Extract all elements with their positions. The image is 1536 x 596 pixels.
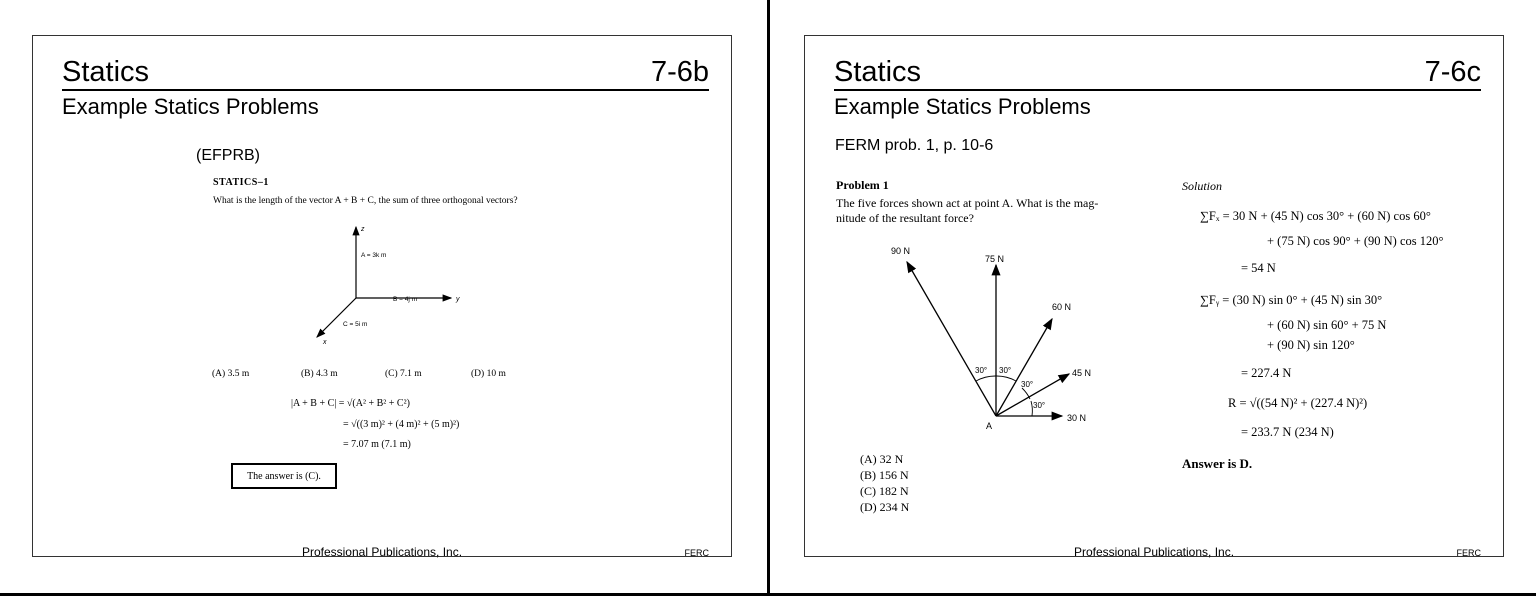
solution-line-6: + (90 N) sin 120° — [1267, 338, 1355, 352]
problem-source: (EFPRB) — [196, 147, 260, 164]
solution-line-3: = 7.07 m (7.1 m) — [343, 439, 411, 450]
angle-label-3: 30° — [1021, 380, 1034, 389]
slide-footer-code: FERC — [1456, 548, 1481, 558]
problem-heading: STATICS–1 — [213, 177, 269, 188]
choice-b: (B) 4.3 m — [301, 369, 338, 379]
solution-line-1: |A + B + C| = √(A² + B² + C²) — [291, 398, 410, 409]
force-30-label: 30 N — [1067, 413, 1087, 423]
answer-text: Answer is D. — [1182, 456, 1253, 471]
angle-arc-2 — [996, 376, 1016, 381]
solution-line-7: = 227.4 N — [1241, 366, 1292, 380]
solution-line-3: = 54 N — [1241, 261, 1276, 275]
force-90-arrow — [907, 262, 996, 416]
solution-line-8: R = √((54 N)² + (227.4 N)²) — [1228, 396, 1368, 410]
solution-line-4: ∑Fᵧ = (30 N) sin 0° + (45 N) sin 30° — [1200, 293, 1383, 307]
choice-a: (A) 3.5 m — [212, 369, 250, 379]
solution-line-1: ∑Fₓ = 30 N + (45 N) cos 30° + (60 N) cos 60° — [1200, 209, 1431, 223]
angle-arc-1 — [976, 376, 996, 381]
choice-b: (B) 156 N — [860, 468, 909, 482]
problem-source: FERM prob. 1, p. 10-6 — [835, 137, 994, 154]
solution-line-2: = √((3 m)² + (4 m)² + (5 m)²) — [343, 419, 460, 430]
force-45-label: 45 N — [1072, 368, 1092, 378]
slide-number: 7-6b — [650, 56, 709, 88]
x-axis-label: x — [323, 339, 327, 346]
solution-line-5: + (60 N) sin 60° + 75 N — [1267, 318, 1387, 332]
title-rule — [834, 89, 1481, 91]
choice-d: (D) 234 N — [860, 500, 910, 514]
vector-c-label: C = 5i m — [343, 321, 368, 328]
slide-7-6c — [804, 35, 1504, 557]
vector-diagram — [303, 219, 483, 349]
vector-b-label: B = 4j m — [393, 296, 418, 303]
choice-c: (C) 7.1 m — [385, 369, 422, 379]
choice-a: (A) 32 N — [860, 452, 904, 466]
choice-c: (C) 182 N — [860, 484, 909, 498]
z-axis-label: z — [361, 226, 365, 233]
slide-footer: Professional Publications, Inc. — [301, 545, 463, 559]
slide-7-6b — [32, 35, 732, 557]
angle-label-1: 30° — [975, 366, 988, 375]
y-axis-label: y — [456, 296, 460, 303]
angle-label-2: 30° — [999, 366, 1012, 375]
problem-question-line-2: nitude of the resultant force? — [836, 211, 974, 225]
x-axis-arrow — [317, 298, 356, 337]
solution-line-2: + (75 N) cos 90° + (90 N) cos 120° — [1267, 234, 1444, 248]
vector-a-label: A = 3k m — [361, 252, 387, 259]
slide-footer-code: FERC — [684, 548, 709, 558]
choice-d: (D) 10 m — [471, 369, 506, 379]
point-a-label: A — [986, 421, 993, 431]
solution-line-9: = 233.7 N (234 N) — [1241, 425, 1334, 439]
answer-box: The answer is (C). — [231, 463, 337, 489]
angle-label-4: 30° — [1033, 401, 1046, 410]
angle-arc-3 — [1022, 388, 1030, 399]
problem-heading: Problem 1 — [836, 178, 889, 192]
problem-question: What is the length of the vector A + B + C, the sum of three orthogonal vectors? — [213, 196, 518, 206]
title-rule — [62, 89, 709, 91]
force-90-label: 90 N — [891, 246, 911, 256]
slide-footer: Professional Publications, Inc. — [1073, 545, 1235, 559]
force-diagram — [880, 241, 1110, 441]
slide-title: Statics — [834, 56, 922, 88]
slide-title: Statics — [62, 56, 150, 88]
solution-heading: Solution — [1182, 179, 1223, 193]
force-60-label: 60 N — [1052, 302, 1072, 312]
slide-subtitle: Example Statics Problems — [62, 94, 319, 119]
problem-question-line-1: The five forces shown act at point A. What is the mag- — [836, 196, 1099, 210]
slide-subtitle: Example Statics Problems — [834, 94, 1091, 119]
page-divider — [767, 0, 770, 596]
force-75-label: 75 N — [985, 254, 1005, 264]
slide-number: 7-6c — [1424, 56, 1481, 88]
